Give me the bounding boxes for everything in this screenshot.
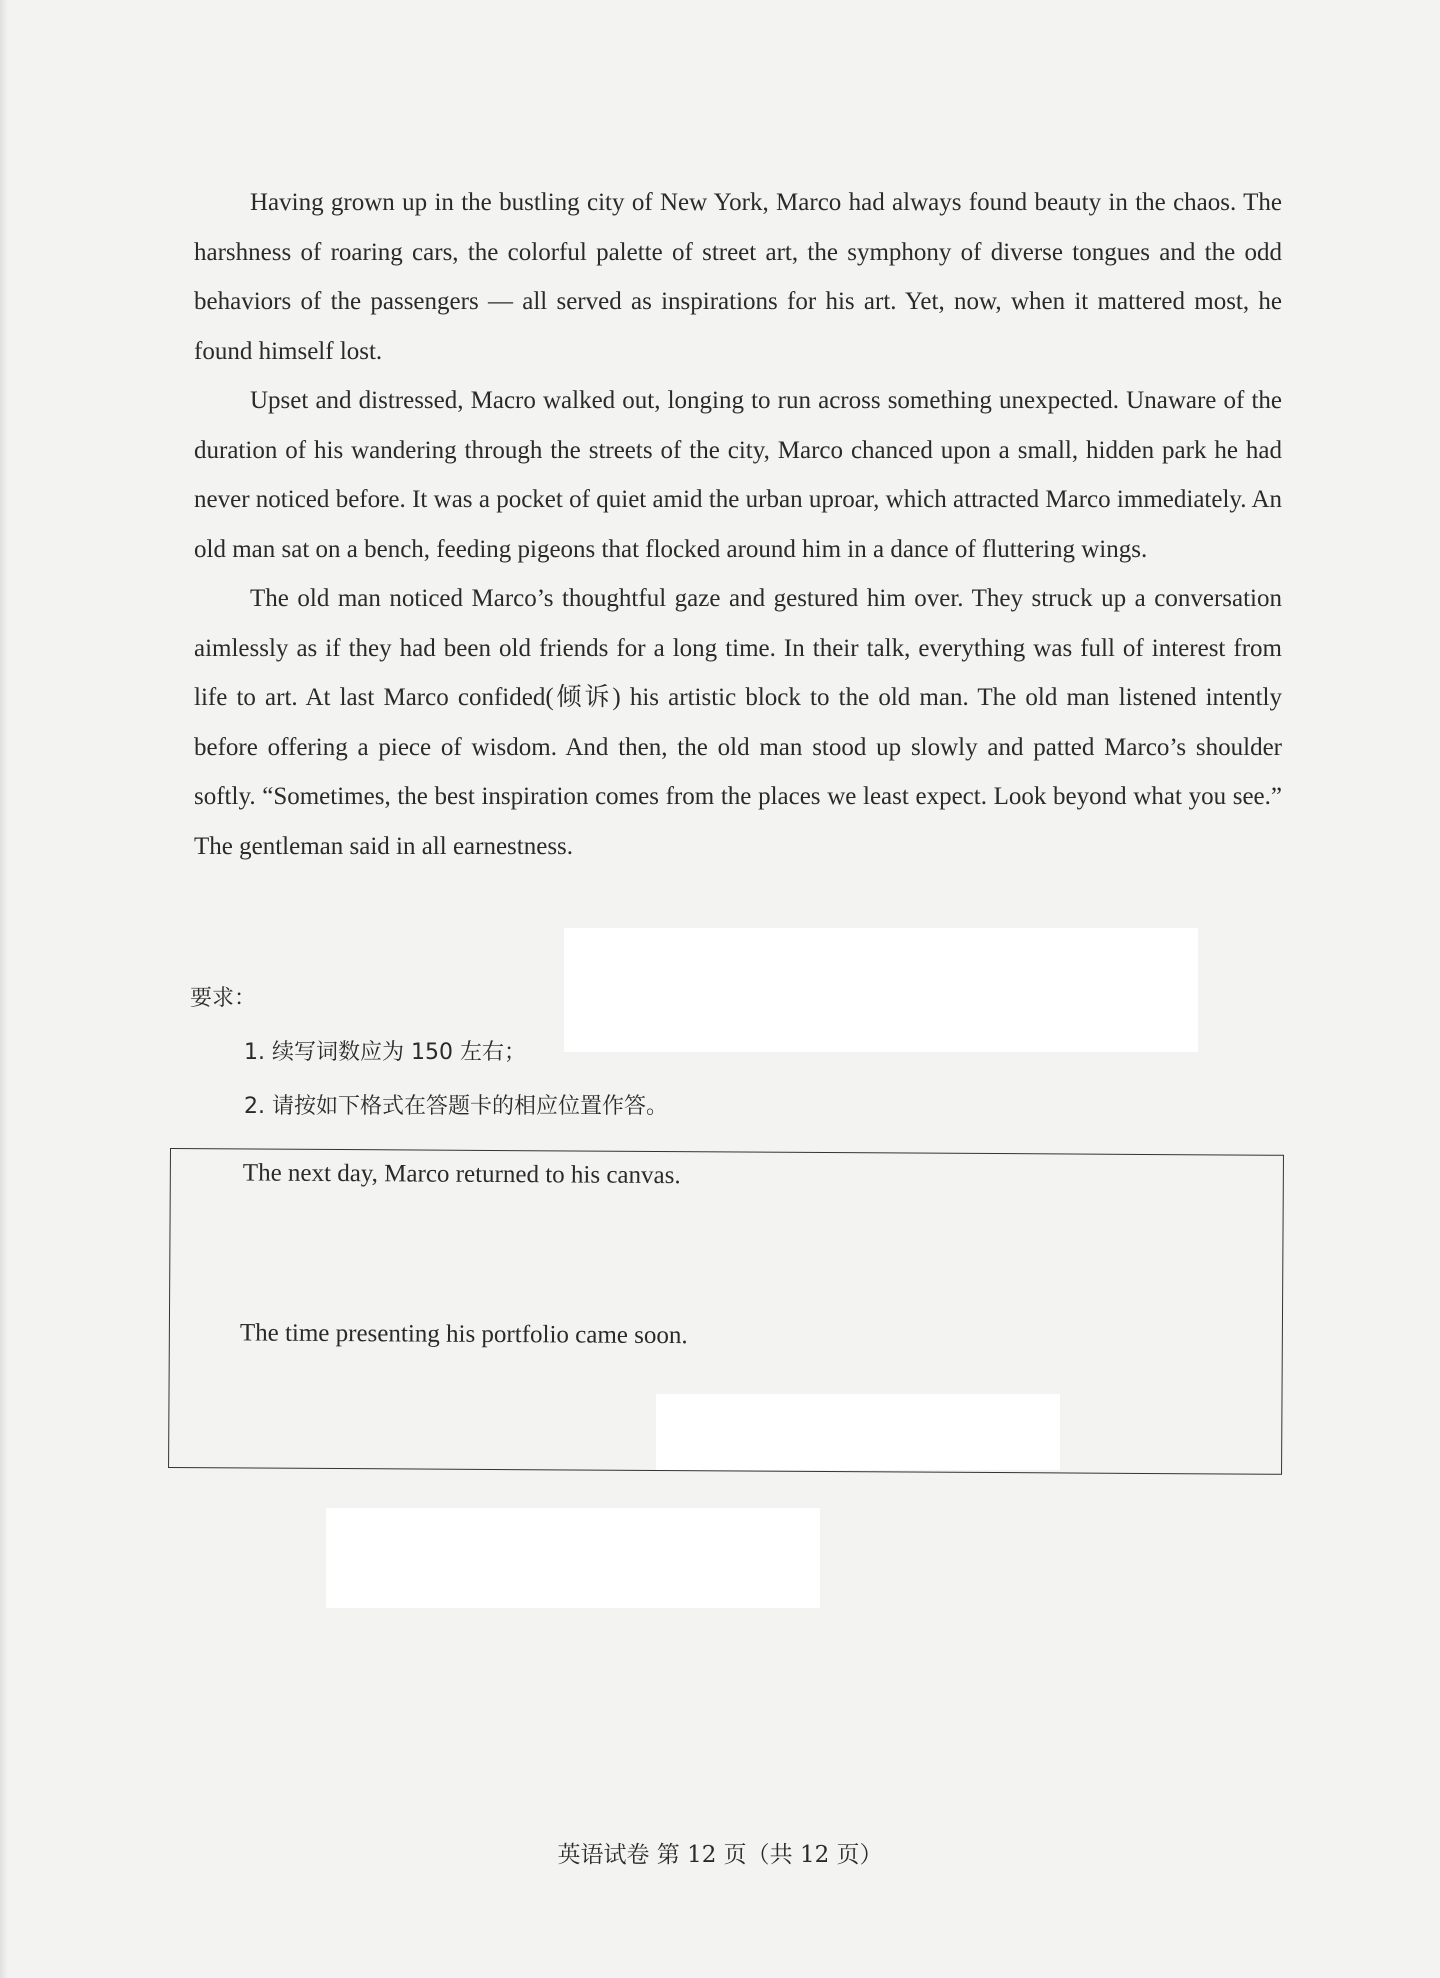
requirement-item-2: 2. 请按如下格式在答题卡的相应位置作答。 [244,1094,668,1119]
answer-opening-line-2: The time presenting his portfolio came soon. [239,1319,688,1350]
redaction-block [326,1508,820,1608]
requirement-item-1: 1. 续写词数应为 150 左右； [244,1040,526,1065]
story-passage [194,178,1282,871]
scan-edge-shadow [0,0,8,1978]
redaction-block [656,1394,1060,1470]
answer-opening-line-1: The next day, Marco returned to his canvas. [242,1159,681,1190]
passage-paragraph-1: Having grown up in the bustling city of New York, Marco had always found beauty in the chaos. The harshness of roaring cars, the colorful palette of street art, the symphony of diverse tongues and the odd behaviors of the passengers — all served as inspirations for his art. Yet, now, when it mattered most, he found himself lost. [194,189,1282,365]
passage-paragraph-3: The old man noticed Marco’s thoughtful gaze and gestured him over. They struck up a conversation aimlessly as if they had been old friends for a long time. In their talk, everything was full of interest from life to art. At last Marco confided(倾诉) his artistic block to the old man. The old man listened intently before offering a piece of wisdom. And then, the old man stood up slowly and patted Marco’s shoulder softly. “Sometimes, the best inspiration comes from the places we least expect. Look beyond what you see.” The gentleman said in all earnestness. [194,585,1282,860]
page-footer: 英语试卷 第 12 页（共 12 页） [557,1842,883,1868]
requirements-title: 要求： [190,986,257,1011]
passage-paragraph-2: Upset and distressed, Macro walked out, longing to run across something unexpected. Unaware of the duration of his wandering through the streets of the city, Marco chanced upon a small, hidden park he had never noticed before. It was a pocket of quiet amid the urban uproar, which attracted Marco immediately. An old man sat on a bench, feeding pigeons that flocked around him in a dance of fluttering wings. [194,387,1282,563]
redaction-block [564,928,1198,1052]
